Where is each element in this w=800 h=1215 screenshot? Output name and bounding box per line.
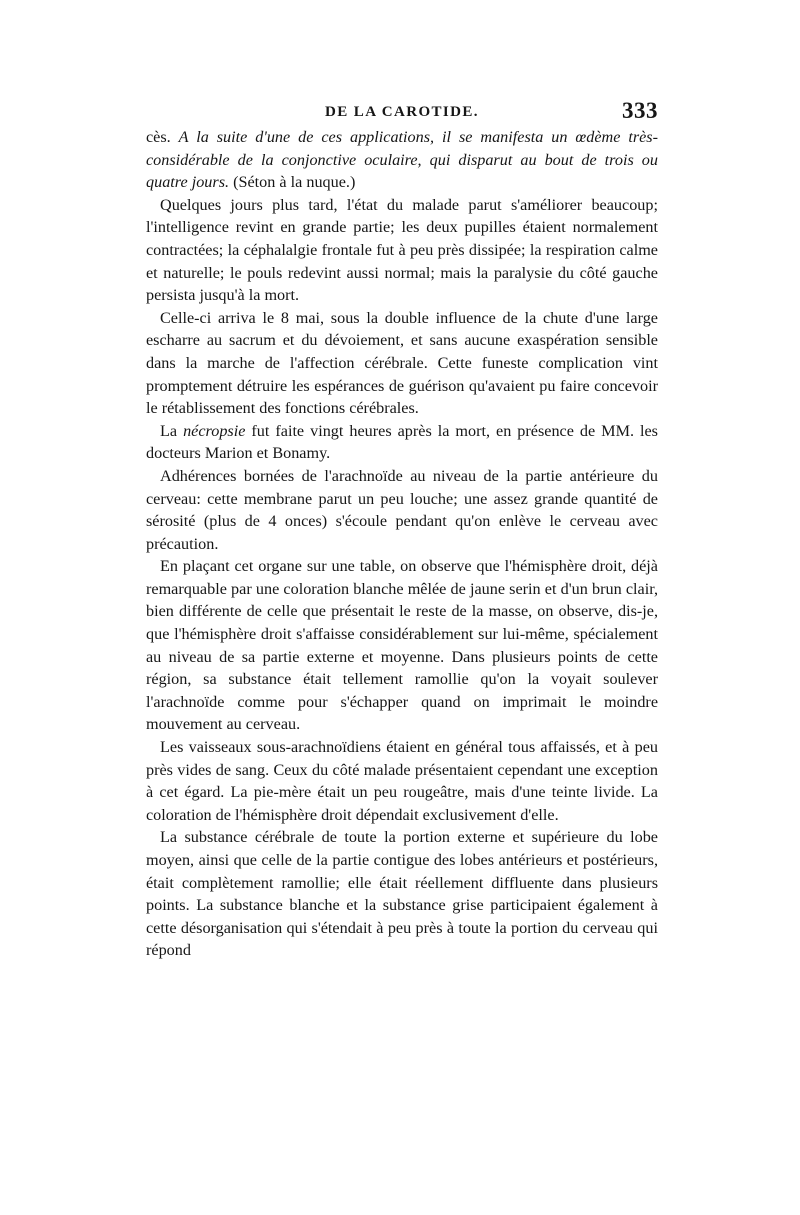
paragraph-necropsie <box>146 420 658 465</box>
paragraph-run: La <box>160 421 184 440</box>
body-text <box>146 126 658 962</box>
running-head <box>146 98 658 128</box>
paragraph-substance-cerebrale <box>146 826 658 962</box>
paragraph-run-italic: nécropsie <box>183 421 246 440</box>
paragraph-en-placant <box>146 555 658 736</box>
paragraph-run: cès. <box>146 128 179 146</box>
paragraph-run: Les vaisseaux sous-arachnoïdiens étaient en général tous affaissés, et à peu près vides de sang. Ceux du côté malade présentaient cependant une exception à cet égard. La pie-mère était un peu rougeâtre, mais d'une teinte livide. La coloration de l'hémisphère droit dépendait exclusivement d'elle. <box>146 738 658 824</box>
paragraph-run: En plaçant cet organe sur une table, on observe que l'hémisphère droit, déjà remarquable par une coloration blanche mêlée de jaune serin et d'un brun clair, bien différente de celle que présentait le reste de la masse, on observe, dis-je, que l'hémisphère droit s'affaisse considérablement sur lui-même, spécialement au niveau de sa partie externe et moyenne. Dans plusieurs points de cette région, sa substance était tellement ramollie qu'on la voyait soulever l'arachnoïde comme pour s'échapper quand on imprimait le moindre mouvement au cerveau. <box>146 557 658 734</box>
page-number: 333 <box>622 98 658 123</box>
paragraph-vaisseaux <box>146 736 658 826</box>
paragraph-run: Quelques jours plus tard, l'état du malade parut s'améliorer beaucoup; l'intelligence revint en grande partie; les deux pupilles étaient normalement contractées; la céphalalgie frontale fut à peu près dissipée; la respiration calme et naturelle; le pouls redevint aussi normal; mais la paralysie du côté gauche persista jusqu'à la mort. <box>146 195 658 305</box>
running-title: DE LA CAROTIDE. <box>325 104 479 120</box>
paragraph-run: La substance cérébrale de toute la portion externe et supérieure du lobe moyen, ainsi que celle de la partie contigue des lobes antérieurs et postérieurs, était complètement ramollie; elle était réellement diffluente dans plusieurs points. La substance blanche et la substance grise participaient également à cette désorganisation qui s'étendait à peu près à toute la portion du cerveau qui répond <box>146 828 658 960</box>
paragraph-run: fut faite vingt heures après la mort, en présence de MM. les docteurs Marion et Bonamy. <box>146 421 658 463</box>
paragraph-celle-ci <box>146 307 658 420</box>
paragraph-continuation <box>146 126 658 194</box>
paragraph-run: Celle-ci arriva le 8 mai, sous la double influence de la chute d'une large escharre au sacrum et du dévoiement, et sans aucune exaspération sensible dans la marche de l'affection cérébrale. Cette funeste complication vint promptement détruire les espérances de guérison qu'avaient pu faire concevoir le rétablissement des fonctions cérébrales. <box>146 308 658 418</box>
paragraph-run: Adhérences bornées de l'arachnoïde au niveau de la partie antérieure du cerveau: cette membrane parut un peu louche; une assez grande quantité de sérosité (plus de 4 onces) s'écoule pendant qu'on enlève le cerveau avec précaution. <box>146 466 658 553</box>
paragraph-quelques-jours <box>146 194 658 307</box>
paragraph-adherences <box>146 465 658 555</box>
paragraph-run: (Séton à la nuque.) <box>229 173 356 192</box>
paragraph-run-italic: A la suite d'une de ces applications, il se manifesta un œdème très-considérable de la conjonctive oculaire, qui disparut au bout de trois ou quatre jours. <box>146 128 658 192</box>
